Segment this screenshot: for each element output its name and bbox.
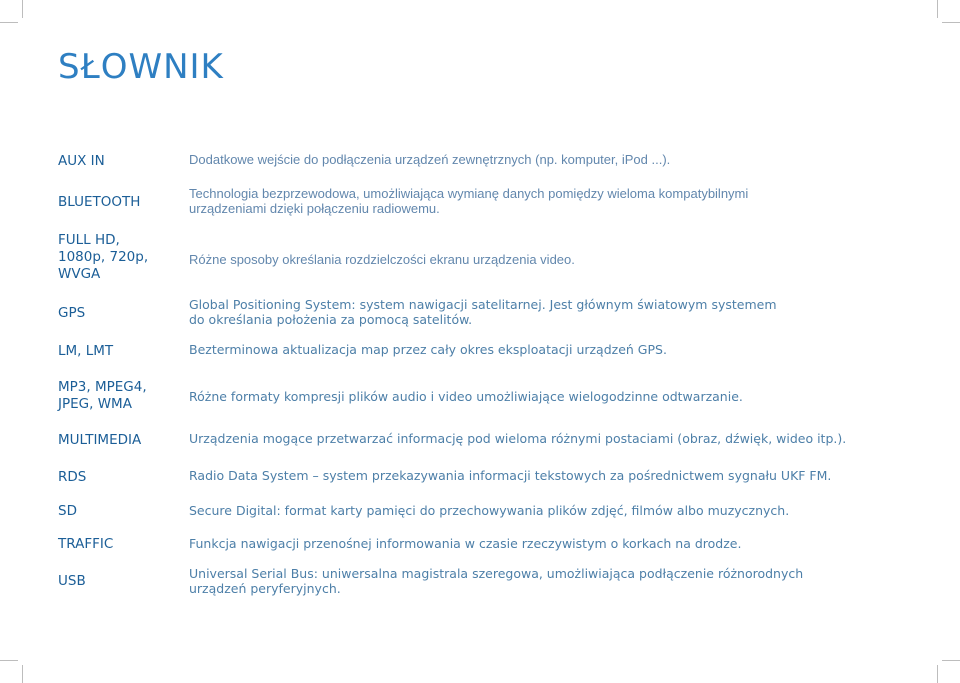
glossary-definition-rds: Radio Data System – system przekazywania informacji tekstowych za pośrednictwem sygnału UKF FM. xyxy=(189,468,832,483)
glossary-term-bluetooth: BLUETOOTH xyxy=(58,194,141,210)
crop-mark-bottom-right xyxy=(937,665,938,683)
crop-mark-bottom-left xyxy=(22,665,23,683)
glossary-definition-usb: Universal Serial Bus: uniwersalna magistrala szeregowa, umożliwiająca podłączenie różnorodnych urządzeń peryferyjnych. xyxy=(189,566,804,596)
glossary-term-full-hd: FULL HD, 1080p, 720p, WVGA xyxy=(58,232,149,282)
glossary-definition-lm-lmt: Bezterminowa aktualizacja map przez cały okres eksploatacji urządzeń GPS. xyxy=(189,342,667,357)
crop-mark-top-right-h xyxy=(942,22,960,23)
glossary-term-multimedia: MULTIMEDIA xyxy=(58,432,142,448)
page-title: SŁOWNIK xyxy=(58,47,224,87)
glossary-definition-bluetooth: Technologia bezprzewodowa, umożliwiająca wymianę danych pomiędzy wieloma kompatybilnymi urządzeniami dzięki połączeniu radiowemu. xyxy=(189,186,749,216)
crop-mark-top-left-h xyxy=(0,22,18,23)
glossary-definition-aux-in: Dodatkowe wejście do podłączenia urządzeń zewnętrznych (np. komputer, iPod ...). xyxy=(189,152,671,167)
glossary-definition-full-hd: Różne sposoby określania rozdzielczości ekranu urządzenia video. xyxy=(189,252,575,267)
glossary-term-aux-in: AUX IN xyxy=(58,153,105,169)
glossary-term-lm-lmt: LM, LMT xyxy=(58,343,114,359)
crop-mark-bottom-left-h xyxy=(0,660,18,661)
glossary-term-traffic: TRAFFIC xyxy=(58,536,114,552)
glossary-term-rds: RDS xyxy=(58,469,87,485)
glossary-term-mp3: MP3, MPEG4, JPEG, WMA xyxy=(58,379,147,412)
glossary-term-usb: USB xyxy=(58,573,86,589)
glossary-definition-mp3: Różne formaty kompresji plików audio i video umożliwiające wielogodzinne odtwarzanie. xyxy=(189,389,743,404)
glossary-definition-multimedia: Urządzenia mogące przetwarzać informację pod wieloma różnymi postaciami (obraz, dźwięk, wideo itp.). xyxy=(189,431,847,446)
crop-mark-top-left xyxy=(22,0,23,18)
glossary-definition-gps: Global Positioning System: system nawigacji satelitarnej. Jest głównym światowym systemem do określania położenia za pomocą satelitów. xyxy=(189,297,777,327)
glossary-definition-traffic: Funkcja nawigacji przenośnej informowania w czasie rzeczywistym o korkach na drodze. xyxy=(189,536,742,551)
glossary-term-sd: SD xyxy=(58,503,77,519)
crop-mark-bottom-right-h xyxy=(942,660,960,661)
crop-mark-top-right xyxy=(937,0,938,18)
glossary-term-gps: GPS xyxy=(58,305,86,321)
glossary-definition-sd: Secure Digital: format karty pamięci do przechowywania plików zdjęć, filmów albo muzycznych. xyxy=(189,503,790,518)
